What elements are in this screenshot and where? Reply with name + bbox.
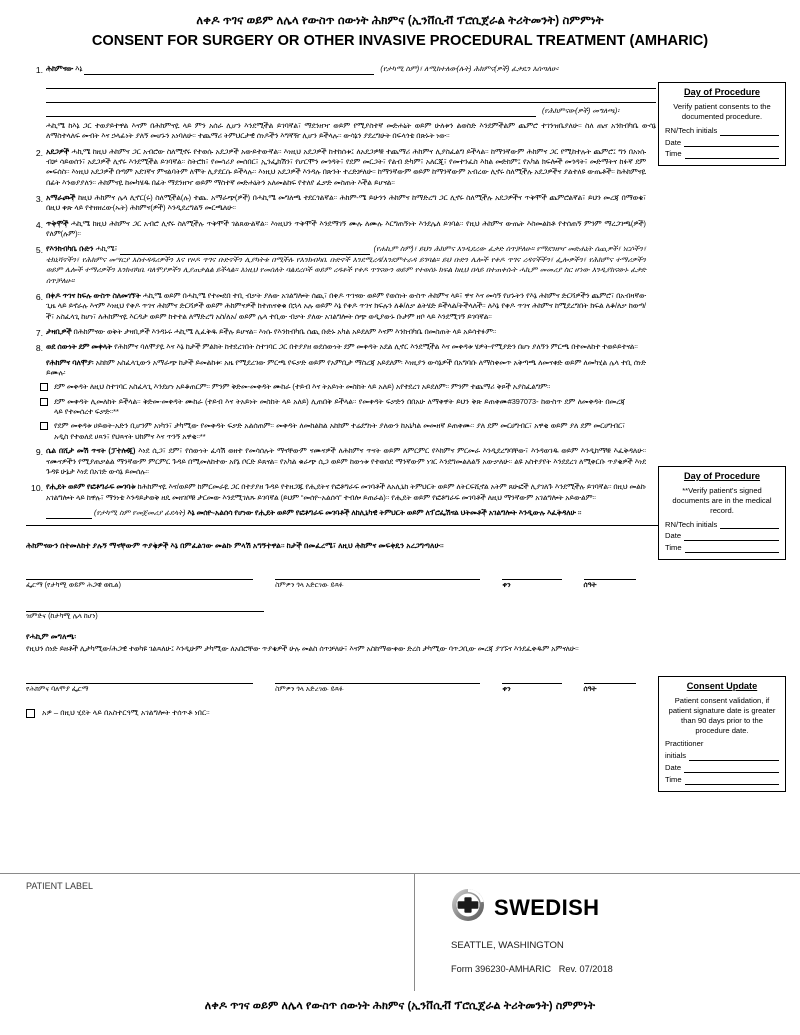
clause-item-4 <box>26 219 646 240</box>
clause-item-7 <box>26 327 646 337</box>
date-label: Date <box>665 137 682 147</box>
rn-tech-initials-field[interactable] <box>665 520 779 530</box>
clause-lead: አማራጮች <box>46 193 76 202</box>
blood-option-row-1[interactable] <box>40 382 625 392</box>
signature-intro: ሕክምናውን በተመለከተ ያሉኝ ማናቸውም ጥያቄዎች እኔ በምፈልገው መልኩ ምላሽ አግኝተዋል። ከታች በመፈረሜ፣ ለዚህ ሕክምና መፍቀዴን አረጋግጣለሁ። <box>26 540 444 550</box>
relationship-input[interactable] <box>26 599 264 612</box>
clause-number: 5. <box>35 245 43 256</box>
patient-time-input[interactable] <box>584 567 636 580</box>
interpreter-used-label: አዎ – በዚህ ሂደት ላይ በአስተርጓሚ አገልግሎት ተሰጥቶ ነበር። <box>42 707 210 717</box>
brand-area <box>415 874 800 991</box>
clause-lead: ሴል በሺታ መሽ ጥናት (ፓተሎጂ) <box>46 446 136 456</box>
blood-option-label: ደም መቀዳት ሊመለከት ይችላል። ቅድመ-መቀዳት ሙከራ (ተይብ እና ትአይነት መስከት ላይ አለይ) ሊጠበቅ ይችላል። የመቀዳት ፍቃድን በበአሁ ለማቀዋት ይህን ቅጽ ይጠቀሙ#397073- ከውስጥ ደም ለመቀዳት በመረጃ ላይ የተመሰረተ ፍቃድ።** <box>54 396 625 417</box>
clause-lead: አደጋዎች <box>46 146 70 156</box>
time-field[interactable] <box>665 775 779 785</box>
clause-text: (የሐኪም ስም)፣ ይህን ሕክምና እንዲደረው ፈቃድ ሰጥቻለሁ። የማደንዘዣ መድሐኒት ሰጪዎች፣ ነርሶችን፣ ቴክኒሻኖችን፣ የሕክምና መሣርያ እስተዳዳሪዎችን እና የዞዶ ጥገና ቡድኖችን ሊያካትቱ በሚችሉ የእንክብካቤ ቡድኖች እንደሚረዳ/እንደምተራዳ ይገባል። ይህ ቡድን ሌሎች የቀዶ ጥገና ረዳኖችችን፣ ፌሎዎችን፣ የሕክምና ተማሪዎችን ወይም ሌሎች ተማሪዎችን እንክብካቤ ባለሞያዎችን ሊያጠቃልል ይችላል። እነዚህ የመሰለት ባልደረቦች ወይም ረዳቶች የቀዶ ጥገናውን ወይም የተወሰኑ ክፍል ከዚህ በላይ በተጠቀሱት ሓኪም መመሪያ ስር ሆነው እንዲያከናውኑ ፈቃድ ሰጥቻለሁ። <box>46 244 646 285</box>
practitioner-initials-field[interactable] <box>665 751 779 761</box>
clause-lead: በቀዶ ጥገና ከፍሉ ውስጥ ስለመገኘት <box>46 290 141 300</box>
day-of-procedure-box-2 <box>658 466 786 560</box>
date-label: Date <box>665 763 682 773</box>
header-amharic-title: ለቀዶ ጥገና ወይም ለሌላ የውስጥ ሰውነት ሕክምና (ኢንቨሲቭ ፕሮሲጀራል ትሪትመንት) ስምምነት <box>196 15 604 27</box>
practitioner-date-input[interactable] <box>502 671 561 684</box>
patient-label-area <box>0 874 414 991</box>
signature-row-2-captions <box>26 686 636 694</box>
header-english-title: CONSENT FOR SURGERY OR OTHER INVASIVE PROCEDURAL TREATMENT (AMHARIC) <box>91 32 709 49</box>
clause-number: 2. <box>35 147 43 158</box>
blood-section-lead: የሕክምና ባለሞያ፡ <box>46 357 94 367</box>
day-of-procedure-box-1 <box>658 82 786 166</box>
clause-item-9 <box>26 446 646 477</box>
initials-consent-clause <box>46 508 666 519</box>
patient-signature-input[interactable] <box>26 567 253 580</box>
clause-text: ከሕክምናዬ እና/ወይም ከምርመራዬ ጋር በተያያዘ ጉዳይ የተዘጋጁ የሒደትና የፎቶግራፍ መገባቶች ለአሊኒከ ትምህርት ወይም ለትርፍሺኖል አትም ጸሁፎች ሊያገለጉ እንደሚችሉ ይገባኛል። በዚህ መልኩ አገልግሎት ላይ ከዋሉ፣ ማንነቴ እንዳይታወቅ ዘዴ መዘገቦቹ ታርመው እንደሚገለጹ ይገባኛል (ይህም “መሰዮ-አልሰሳ” ተብሎ ይጠራል)። የሒደት ወይም የፎቶግራፍ መገባቶች ለዚህ ማንኛውም አገልግሎት አይውልም። <box>46 482 646 502</box>
clause-lead: ሕክምናው <box>46 64 74 74</box>
date-field[interactable] <box>665 531 779 541</box>
clause-text: እነደ ሲጋ፣ ደም፣ የሰውነት ፈሳሽ ወዘተ የመሳሰሉት ማናቸውም ናሙናዎች ለሕክምና ጥናት ወይም ለምርምር የእክምና ምርመራ እንዲደረግባቸው፣ እንዳወገዱ ወይም እንዲከማቹ እፈቅዳለሁ። ናሙናዎችን የሚያጠቃልል ማንኛውም ምርምር ጉዳይ በሚመለከተው አየኔ ቦርድ ይጸናል። የአካል ቁራጭ ሲጋ ወይም ከውነቱ የተወሰደ ማንኛውም ነገር እንደግመልለልኝ አውቃለሁ። ልዩ አስተያየት እንደደረገ ለሚቀርቡ ጥያቄዎች እነደ ጉዳዩ ሁኔታ እነደ በአገድ ውሳኔ ይመሰሉ። <box>46 446 646 476</box>
clause-text: ሓኪሜ ከዚህ ሕክምና ጋር አብሮው ስለሚኖሩ የተወሱ አደጋዎች አውይተውኛል። እነዚህ አደጋዎች ከተከሰቱ፤ ለአደጋዎቹ ተጨማሪ ሕክምና ሊያስፈልግ ይችላል። ከማንኛውም ሕክምና ጋር የሚከተሉት ጨምሮ፤ ግን በአነሱ ብቻ ሳይወሰን፣ አደጋዎች ሊኖሩ እንደሚችል ይገባኛል። ስትሮክ፣ የመሳሪያ መሰበር፣ ኢንፌክሽን፣ የሆርሞን መጎዳት፣ የደም መርጋት፣ የልብ ድካም፣ አለርጂ፣ የመተንፈስ እክል መድከም፤ የአካል ክፍሎች መጎዳት፣ መድማትና ከፉኛ ደም መፍሰስ። እነዚህ አደጋዎች በጣም አደገኛና ምናልባትም ለሞት ሊያደርሱ ይችላሉ። እነዚህ አደጋዎች እንዳሉ በጽንት ተረድቻለሁ። ከማንኛውም ወይም ከማንኛውም አብረው ሊኖሩ ስለሚችሉ አደጋዎችና ያልተለዩ ውጤቶች። ከሕክምናዬ በፊት እንወያያለን። ሕክምናዬ ከመካሄዱ በፊት ማደንዘዣ ወይም ማስተኛ መድሐኒትን አለመልከፍ የተለየ ፈቃድ መስጠት እችል ይሆናል። <box>46 146 646 187</box>
time-label: Time <box>665 543 682 553</box>
blood-option-label: ደም መቀዳት ለዚህ ስተገባር አስፈላጊ እንደሆነ አይቆጠርም። ምንም ቅድመ-መቀዳት ሙከራ (ተይብ እና ትአይነት መስከት ላይ አለይ) አየተደረገ አይደለም። ምንም ተጨማሪ ቅጾች አያስፈልግም። <box>54 382 551 392</box>
clause-text: ሓኪሜ ከዚህ ሕክምና ጋር አብሮ ሊኖሩ ስለሚችሉ ጥቅሞች ገልጸውልኛል። እነዚህን ጥቅሞች እንደማገኝ ሙሉ ለሙሉ እርግጠኝነት እንደሌለ ይገባል። የዚህ ሕክምና ውጤት እስመልከቶ የተሰጠኝ ምንም ማረጋገጫ(ዎች) የለም(ሉም)። <box>46 218 646 239</box>
practitioner-statement-body: የዚህን ሰነድ ይዘቶች ሊታካሚው/ሕጋዊ ተወካዩ ገልጻለሁ፤ እንዲሁም ታካሚው ለአበሮቸው ጥያቄዎች ሁሉ መልስ ሰጥቻለሁ፣ እናም አስከማውቀው ድረስ ታካሚው ባጥጋቢው መረጃ ያገኙና እንደፈቀዱም አምናለሁ። <box>26 643 579 653</box>
clause-italic-hint: (የታካሚ ስም)፣ ለሚከተለው(ሉት) ሕክምና(ዎች) ፈቃዴን እሰጣለሁ፡ <box>380 64 559 74</box>
patient-label-caption: PATIENT LABEL <box>26 881 94 891</box>
initials-clause-text: እኔ መሰዮ-አልሰሳ የሆነው የሒደት ወይም የፎቶግራፍ መገባቶች ለከሊኒካዊ ትምህርት ወይም ለፕሮፌሽናል ህትመቶች አገልግሎት እንዲውሉ እፈቅዳለሁ ። <box>187 507 582 517</box>
clause-item-8 <box>26 342 646 352</box>
time-label: Time <box>665 149 682 159</box>
relationship-caption: ዝምድና (ከታካሚ ሌላ ከሆነ) <box>26 612 98 620</box>
blood-transfusion-block <box>46 358 646 379</box>
clause-text-before-blank: ሓኪሜ፣ <box>93 244 120 254</box>
clause-text: ሓኪሜ ወይም በሓኪሜ የተመደበ ተቢ ብቃት ያለው አገልግሎት ሰጪ፣ በቀዶ ጥገናው ወይም የወሰነት ውስጥ ሕክምና ላይ፣ ዋና እና መሳኝ የሆኑትን የእኔ ሕክምና ድርሻዎችን ጨምሮ፣ በአብዛኛው ጊዜ ላይ ይኖራሉ እናም እነዚህ የቀዶ ጥገና ሕክምና ድርሻዎች ወይም ሕክምናዎች ከተጠናቀቁ በኋላ አሉ ወይም እኔ የቀዶ ጥገና ክፍሉን ለቆ/ለቃ ልትሄድ ይችላል/ትችላለች። ለእኔ የቀዶ ጥገና ሕክምና ከሚደረግበት ክፍል ለቆ/ለቃ ከወጣ/ች፣ አስፈላጊ ከሆነ፣ ለሕክምናዬ እርዳታ ወይም ከተተል ለማድረግ አስ/ለአ/ ወይም ሌላ ተቢው ብቃት ያለው አገልግሎት ሰጭ ወዲያውኑ ቡታም ዘቦ ላይ እንደሚገኝ ይገባኛል። <box>46 290 646 321</box>
time-input[interactable] <box>685 150 779 159</box>
initials-hint: (የታካሚ ስም የመጀመሪያ ፊደላት) <box>94 507 186 517</box>
clause-item-2 <box>26 147 646 188</box>
clause-number: 1. <box>35 65 43 76</box>
swedish-logo-icon <box>451 888 485 927</box>
practitioner-time-caption: ሰዓት <box>583 685 597 693</box>
practitioner-printed-name-caption: ስምዎን ጎላ አድረገው ይጻፉ <box>275 685 344 693</box>
box-description: Patient consent validation, if patient signature date is greater than 90 days prior to the procedure date. <box>668 695 776 735</box>
page-footer <box>0 873 800 991</box>
date-field[interactable] <box>665 763 779 773</box>
clause-lead: የሒደት ወይም የፎቶግራፍ መገባቱ <box>46 482 136 492</box>
procedure-description-line-2[interactable] <box>46 92 656 103</box>
blood-option-label: የደም መቀዳቱ ሀይወት-አድን ቢሆንም አነካን፣ ታካሚው የመቀዳት ፍቃድ አልሰጠም። መቀዳት ለመከልከል አከክም ተሬደግነት ያለውን ከአኒካል መመዘኛ ይጠቀሙ። ያለ ደም መርሀግብር፣ አዋቂ ወይም ያለ ደም መርሀግብር፣ አዲስ የተወለደ ሀጻን፣ የህጻናት ህክምና እና ጥንኝ አዋቂ።** <box>54 421 625 441</box>
clause-text: የሕክምና ባለሞያዬ እና እኔ ከታች ምልክት ከተደረገበት ስተገባር ጋር በተያያዘ ወደሰውነት ደም መቀዳት አደል ሊኖር እንደሚችል እና መቀዳቱ ሄዎት-የሚያድን በሆነ ያለኝን ምርጫ በተመለከተ ተወይይተናል። <box>114 342 638 352</box>
time-field[interactable] <box>665 543 779 553</box>
clause-number: 9. <box>35 447 43 458</box>
checkbox-icon[interactable] <box>40 398 48 406</box>
clause-number: 6. <box>35 291 43 302</box>
page-header <box>0 0 800 50</box>
patient-date-caption: ቀን <box>502 581 511 589</box>
clause-number: 8. <box>35 343 43 354</box>
clause-item-6 <box>26 291 646 322</box>
rn-tech-initials-label: RN/Tech initials <box>665 125 718 135</box>
practitioner-signature-caption: የሕክምና ባለሞያ ፌርማ <box>26 685 89 693</box>
clause-lead: ጥቅሞች <box>46 218 69 228</box>
procedure-description-hint: (የሕክምናው(ዎች) መግለጫ)፡ <box>542 106 620 116</box>
consent-update-box <box>658 676 786 792</box>
signature-row-1-captions <box>26 582 636 590</box>
clause-item-5 <box>26 244 646 285</box>
patient-time-caption: ሰዓት <box>583 581 597 589</box>
date-label: Date <box>665 531 682 541</box>
checkbox-icon[interactable] <box>40 422 48 430</box>
blood-option-row-2[interactable] <box>40 397 625 418</box>
patient-printed-name-input[interactable] <box>275 567 480 580</box>
practitioner-date-caption: ቀን <box>502 685 511 693</box>
practitioner-time-input[interactable] <box>584 671 636 684</box>
checkbox-icon[interactable] <box>26 709 35 718</box>
rn-tech-initials-label: RN/Tech initials <box>665 519 718 529</box>
form-revision: Rev. 07/2018 <box>558 964 613 974</box>
brand-name: SWEDISH <box>494 894 600 920</box>
physician-name-input[interactable] <box>120 246 370 255</box>
signature-row-1-lines <box>26 567 636 580</box>
rn-tech-initials-input[interactable] <box>720 520 779 529</box>
clause-text: ከዚህ ሕክምና ሌላ ሊኖር(ሩ) ስለሚችል(ሉ) ተጨ. አማራጭ(ዎች) በሓኪሜ መግለጫ ተደርጎልኛል። ሕክም-ሜ ይሁንን ሕክምና ከማድረግ ጋር ሊኖሩ ስለሚችሉ አደጋዎችና ጥቅሞች ጨምሮልኛል፣ ይህን መረጃ በማወቄ፣ በዚህ ቀጽ ላይ የተዘዘረው(ኡት) ሕክምና(ዎች) እንዲደረግልኝ መርጫለሁ። <box>46 193 646 213</box>
clause-number: 10. <box>31 483 43 494</box>
date-input[interactable] <box>684 138 779 147</box>
patient-name-input[interactable] <box>84 66 374 75</box>
patient-initials-input[interactable] <box>46 510 92 519</box>
blood-section-intro: አከክም አስፈላጊውን አማራጭ ከታች ይመልከቱ፡ አዜ የሚደረገው ምርጫ የፍቃድ ወይም የአምቢታ ማስረጃ አይደለም፡ እነዚያን ውሳኔዎች በአግባቡ ለማስቀመጥ አቅጣጫ ለመናቀድ ወይም ለመካሂል ሌላ ተቢ ሰነድ ይሙሉ፡ <box>46 357 646 378</box>
rn-tech-initials-input[interactable] <box>720 127 779 136</box>
procedure-description-line-3[interactable] <box>46 106 536 117</box>
signature-row-2-lines <box>26 671 636 684</box>
procedure-description-line-1[interactable] <box>46 78 656 89</box>
practitioner-initials-label: initials <box>665 751 687 761</box>
relationship-field <box>26 599 264 621</box>
rn-tech-initials-field[interactable] <box>665 126 779 136</box>
clause-lead: ታዛቢዎች <box>46 326 72 336</box>
box-title: Day of Procedure <box>683 471 761 481</box>
patient-printed-name-caption: ስምዎን ጎላ አድርገው ይጻፉ <box>275 581 344 589</box>
clause-text: በሕክምናው ወቅት ታዛቢዎች እንዳኑሩ ሓኪሜ ሊፈቅዱ ይችሉ ይሆናል። እነሱ የእንክብካቤ ሰጪ ቡድኑ አካል አይደለም እናም እንክብካቤ በመስጠት ላይ አይሳተፉም። <box>73 326 497 336</box>
box-description: **Verify patient's signed documents are in the medical record. <box>672 485 772 515</box>
clause-number: 3. <box>35 194 43 204</box>
practitioner-statement-heading: የሓኪም መግለጫ፡ <box>26 631 77 641</box>
blood-option-row-3[interactable] <box>40 421 625 442</box>
box-title: Day of Procedure <box>683 87 761 97</box>
clause-number: 7. <box>35 327 43 338</box>
date-field[interactable] <box>665 138 779 148</box>
clause-text-before-blank: እኔ <box>73 64 85 74</box>
time-field[interactable] <box>665 149 779 159</box>
date-input[interactable] <box>684 532 779 541</box>
box-title: Consent Update <box>686 681 758 691</box>
checkbox-icon[interactable] <box>40 383 48 391</box>
practitioner-label: Practitioner <box>665 739 704 749</box>
box-description: Verify patient consents to the documented procedure. <box>673 101 771 121</box>
time-input[interactable] <box>685 544 779 553</box>
date-input[interactable] <box>684 764 779 773</box>
brand-city: SEATTLE, WASHINGTON <box>451 940 564 951</box>
clause-lead: የእንክብካቤ ቡድን <box>46 244 94 254</box>
practitioner-initials-input[interactable] <box>689 752 779 761</box>
clause-item-1 <box>26 64 656 141</box>
clause-1-paragraph: ሓኪሜ ከእኔ ጋር ተወያይተዋል እናም በሕክምናዬ ላይ ምን አሰራ ሊሆን እንደሚችል ይገባኛል፣ ማደንዘዣ ወይም የሚያስተኛ መድሐኒት ወይም ሁለቱን ልወስድ እንደምችልም ጨምሮ ተገንዝቤያለሁ። ስለ ጤና አንክብካቤ ውሳኔ ለማስተላለፍ መብት እና ኃላፊነት ያለኝ መሆኑን አነባለሁ። ተጨማሪ ትምህርታዊ ሰነዶችን እግኛዥ ሊሆን ይችላሉ። ውሳኔን ያደረግሁት በፍላጎቴ በጽኑት ነው። <box>46 120 656 141</box>
patient-date-input[interactable] <box>502 567 561 580</box>
clause-number: 4. <box>35 219 43 230</box>
form-identifier <box>451 964 800 974</box>
clause-lead: ወደ ሰውነት ደም መቀላት <box>46 342 113 352</box>
practitioner-printed-name-input[interactable] <box>275 671 480 684</box>
time-input[interactable] <box>685 776 779 785</box>
time-label: Time <box>665 774 682 784</box>
footer-amharic-title: ለቀዶ ጥገና ወይም ለሌላ የውስጥ ሰውነት ሕክምና (ኢንቨሲቭ ፕሮሲጀራል ትሪትመንት) ስምምነት <box>204 1000 596 1012</box>
form-number: Form 396230-AMHARIC <box>451 964 552 974</box>
clause-item-3 <box>26 193 646 214</box>
clause-item-10 <box>26 482 646 503</box>
practitioner-signature-input[interactable] <box>26 671 253 684</box>
patient-signature-caption: ፌርማ (የታካሚ ወይም ሕጋዊ ወኪል) <box>26 581 121 589</box>
